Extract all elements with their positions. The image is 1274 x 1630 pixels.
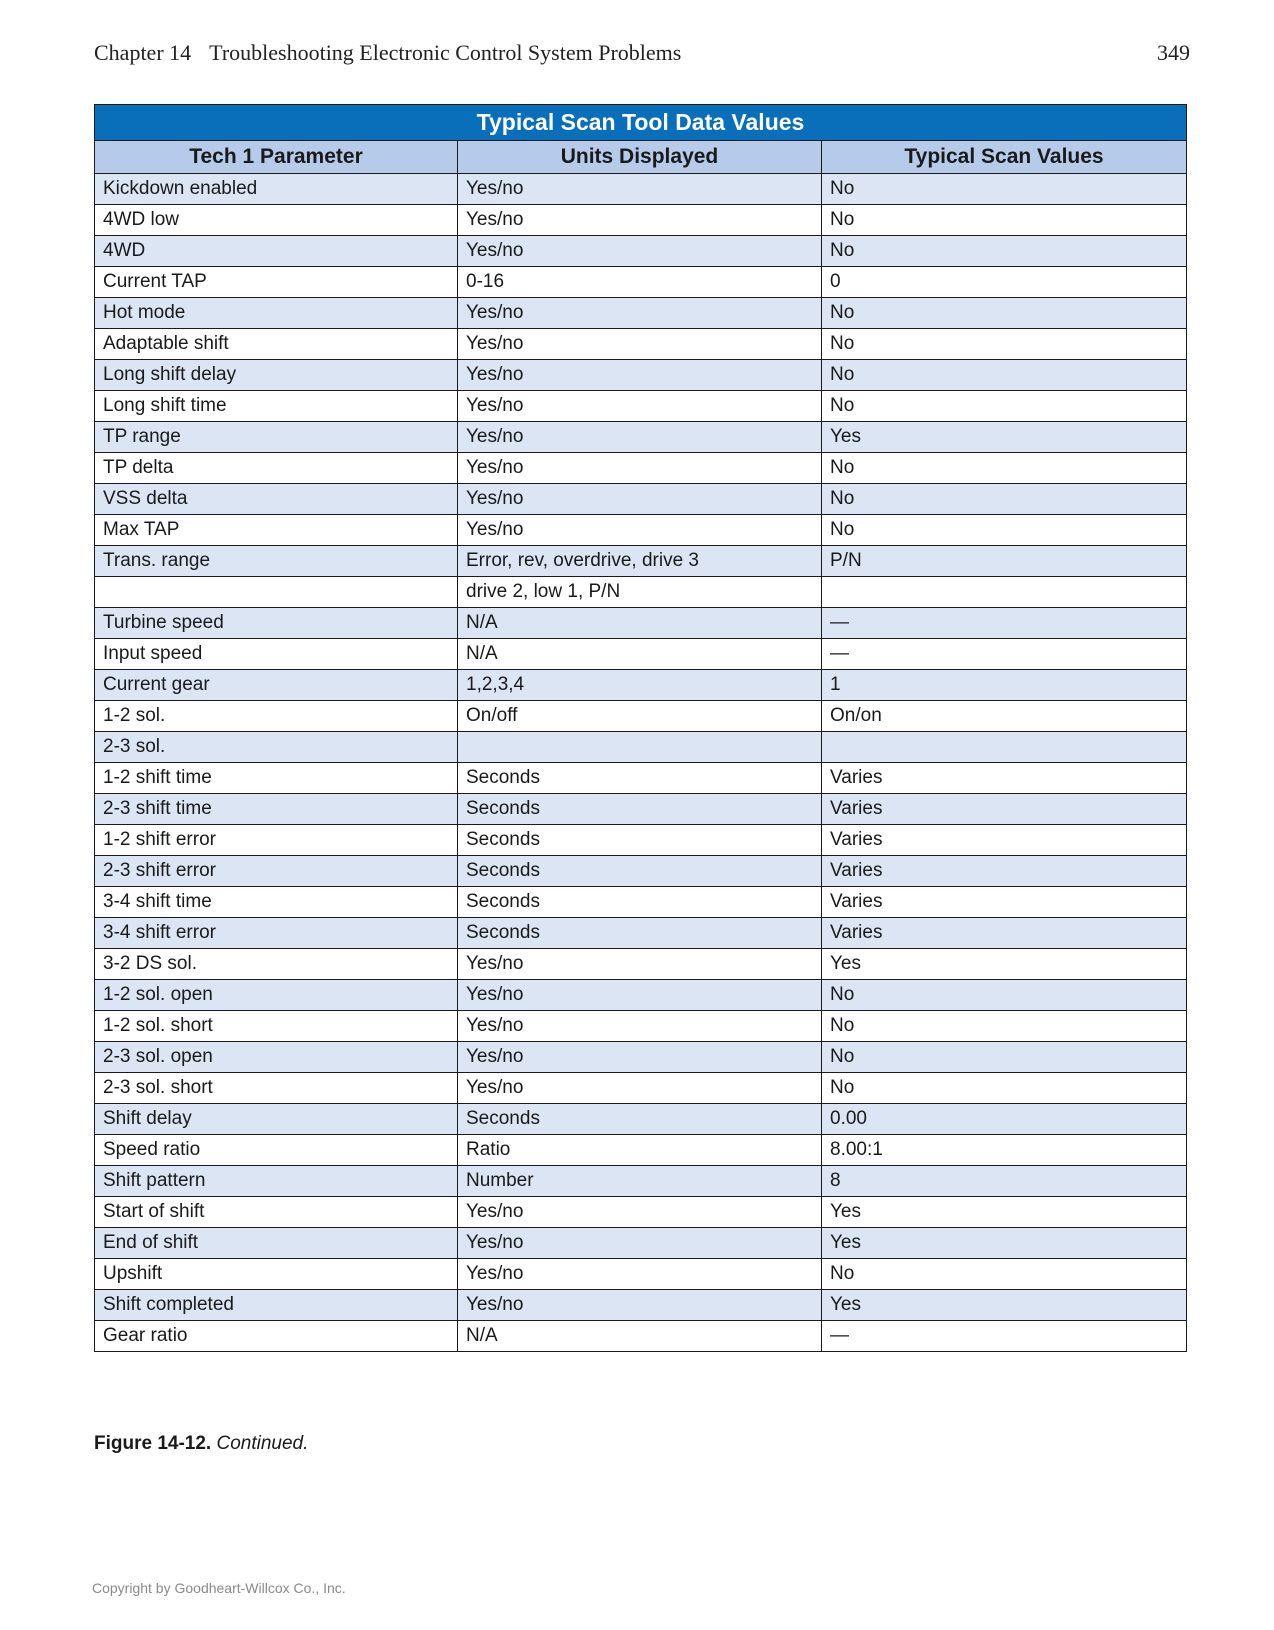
cell-value: Yes bbox=[822, 422, 1187, 453]
table-row bbox=[95, 546, 1187, 577]
cell-units: Yes/no bbox=[458, 1197, 822, 1228]
table-row bbox=[95, 732, 1187, 763]
table-row bbox=[95, 1259, 1187, 1290]
cell-units: N/A bbox=[458, 608, 822, 639]
cell-parameter: VSS delta bbox=[95, 484, 458, 515]
figure-caption bbox=[94, 1433, 308, 1455]
cell-value bbox=[822, 732, 1187, 763]
cell-value: No bbox=[822, 515, 1187, 546]
cell-value: — bbox=[822, 639, 1187, 670]
table-row bbox=[95, 608, 1187, 639]
cell-value: No bbox=[822, 391, 1187, 422]
cell-parameter: 3-2 DS sol. bbox=[95, 949, 458, 980]
cell-parameter: Start of shift bbox=[95, 1197, 458, 1228]
cell-units: Yes/no bbox=[458, 515, 822, 546]
cell-parameter: 1-2 sol. open bbox=[95, 980, 458, 1011]
table-row bbox=[95, 1197, 1187, 1228]
table-row bbox=[95, 1135, 1187, 1166]
table-row bbox=[95, 1321, 1187, 1352]
cell-parameter: 2-3 sol. short bbox=[95, 1073, 458, 1104]
chapter-title: Troubleshooting Electronic Control System Problems bbox=[209, 40, 682, 65]
cell-units: Yes/no bbox=[458, 391, 822, 422]
cell-value: No bbox=[822, 360, 1187, 391]
table-row bbox=[95, 360, 1187, 391]
table-row bbox=[95, 329, 1187, 360]
cell-units: Yes/no bbox=[458, 329, 822, 360]
cell-parameter: Trans. range bbox=[95, 546, 458, 577]
cell-value: Yes bbox=[822, 949, 1187, 980]
cell-value bbox=[822, 577, 1187, 608]
column-header-parameter: Tech 1 Parameter bbox=[95, 141, 458, 174]
cell-units: Yes/no bbox=[458, 949, 822, 980]
cell-value: 8 bbox=[822, 1166, 1187, 1197]
cell-units: Seconds bbox=[458, 887, 822, 918]
cell-value: No bbox=[822, 1259, 1187, 1290]
cell-units: Yes/no bbox=[458, 1073, 822, 1104]
cell-parameter: TP range bbox=[95, 422, 458, 453]
cell-units: Yes/no bbox=[458, 980, 822, 1011]
cell-value: No bbox=[822, 174, 1187, 205]
cell-value: Yes bbox=[822, 1197, 1187, 1228]
table-row bbox=[95, 825, 1187, 856]
table-row bbox=[95, 794, 1187, 825]
column-header-units: Units Displayed bbox=[458, 141, 822, 174]
cell-units: 1,2,3,4 bbox=[458, 670, 822, 701]
cell-parameter: 4WD low bbox=[95, 205, 458, 236]
cell-value: No bbox=[822, 980, 1187, 1011]
cell-parameter: Current TAP bbox=[95, 267, 458, 298]
copyright-notice: Copyright by Goodheart-Willcox Co., Inc. bbox=[92, 1580, 346, 1596]
cell-parameter: Shift delay bbox=[95, 1104, 458, 1135]
cell-value: Varies bbox=[822, 887, 1187, 918]
column-header-values: Typical Scan Values bbox=[822, 141, 1187, 174]
table-body bbox=[95, 174, 1187, 1352]
cell-parameter: 4WD bbox=[95, 236, 458, 267]
cell-units: Ratio bbox=[458, 1135, 822, 1166]
cell-parameter: 3-4 shift error bbox=[95, 918, 458, 949]
table-row bbox=[95, 918, 1187, 949]
cell-parameter: Current gear bbox=[95, 670, 458, 701]
cell-parameter: 2-3 sol. open bbox=[95, 1042, 458, 1073]
cell-units: Seconds bbox=[458, 1104, 822, 1135]
cell-units: On/off bbox=[458, 701, 822, 732]
cell-parameter: Long shift delay bbox=[95, 360, 458, 391]
table-row bbox=[95, 205, 1187, 236]
cell-parameter: Shift pattern bbox=[95, 1166, 458, 1197]
cell-units: Yes/no bbox=[458, 360, 822, 391]
cell-units: Yes/no bbox=[458, 1259, 822, 1290]
cell-parameter: 1-2 shift time bbox=[95, 763, 458, 794]
cell-value: 0.00 bbox=[822, 1104, 1187, 1135]
cell-units: Yes/no bbox=[458, 205, 822, 236]
cell-units: Seconds bbox=[458, 763, 822, 794]
cell-parameter: Turbine speed bbox=[95, 608, 458, 639]
cell-units: Yes/no bbox=[458, 1042, 822, 1073]
cell-value: No bbox=[822, 484, 1187, 515]
cell-units: Yes/no bbox=[458, 484, 822, 515]
scan-data-table-container bbox=[94, 104, 1186, 1352]
table-row bbox=[95, 1166, 1187, 1197]
cell-value: On/on bbox=[822, 701, 1187, 732]
cell-parameter: 2-3 sol. bbox=[95, 732, 458, 763]
cell-parameter: 3-4 shift time bbox=[95, 887, 458, 918]
table-row bbox=[95, 422, 1187, 453]
table-row bbox=[95, 670, 1187, 701]
cell-parameter: Input speed bbox=[95, 639, 458, 670]
cell-value: No bbox=[822, 236, 1187, 267]
table-row bbox=[95, 1042, 1187, 1073]
cell-parameter: Adaptable shift bbox=[95, 329, 458, 360]
table-row bbox=[95, 174, 1187, 205]
cell-parameter: End of shift bbox=[95, 1228, 458, 1259]
cell-units: Yes/no bbox=[458, 298, 822, 329]
cell-units: Yes/no bbox=[458, 1228, 822, 1259]
table-row bbox=[95, 1104, 1187, 1135]
scan-data-table bbox=[94, 104, 1187, 1352]
running-head bbox=[94, 40, 1190, 66]
cell-parameter: Kickdown enabled bbox=[95, 174, 458, 205]
cell-units: Yes/no bbox=[458, 1290, 822, 1321]
cell-units: Yes/no bbox=[458, 422, 822, 453]
chapter-label: Chapter 14 bbox=[94, 40, 192, 65]
cell-value: Yes bbox=[822, 1290, 1187, 1321]
table-row bbox=[95, 391, 1187, 422]
cell-parameter: Gear ratio bbox=[95, 1321, 458, 1352]
cell-value: Yes bbox=[822, 1228, 1187, 1259]
table-row bbox=[95, 515, 1187, 546]
table-row bbox=[95, 267, 1187, 298]
cell-parameter: 1-2 shift error bbox=[95, 825, 458, 856]
cell-units: Seconds bbox=[458, 825, 822, 856]
figure-text: Continued. bbox=[216, 1433, 309, 1454]
cell-value: No bbox=[822, 329, 1187, 360]
table-row bbox=[95, 763, 1187, 794]
cell-units: N/A bbox=[458, 1321, 822, 1352]
cell-units: Error, rev, overdrive, drive 3 bbox=[458, 546, 822, 577]
cell-units: Number bbox=[458, 1166, 822, 1197]
cell-value: No bbox=[822, 298, 1187, 329]
cell-value: No bbox=[822, 1042, 1187, 1073]
cell-value: Varies bbox=[822, 763, 1187, 794]
cell-units: 0-16 bbox=[458, 267, 822, 298]
table-row bbox=[95, 1290, 1187, 1321]
cell-value: P/N bbox=[822, 546, 1187, 577]
cell-value: No bbox=[822, 453, 1187, 484]
cell-parameter: 2-3 shift time bbox=[95, 794, 458, 825]
cell-parameter bbox=[95, 577, 458, 608]
cell-units: N/A bbox=[458, 639, 822, 670]
cell-units: Yes/no bbox=[458, 174, 822, 205]
cell-parameter: Hot mode bbox=[95, 298, 458, 329]
cell-units: drive 2, low 1, P/N bbox=[458, 577, 822, 608]
cell-value: 1 bbox=[822, 670, 1187, 701]
cell-value: No bbox=[822, 1011, 1187, 1042]
cell-parameter: 1-2 sol. short bbox=[95, 1011, 458, 1042]
cell-parameter: Speed ratio bbox=[95, 1135, 458, 1166]
table-row bbox=[95, 236, 1187, 267]
cell-value: 0 bbox=[822, 267, 1187, 298]
table-row bbox=[95, 980, 1187, 1011]
cell-units: Seconds bbox=[458, 794, 822, 825]
table-row bbox=[95, 887, 1187, 918]
table-row bbox=[95, 949, 1187, 980]
table-row bbox=[95, 1011, 1187, 1042]
cell-parameter: Shift completed bbox=[95, 1290, 458, 1321]
cell-units: Yes/no bbox=[458, 1011, 822, 1042]
table-row bbox=[95, 1228, 1187, 1259]
cell-value: Varies bbox=[822, 794, 1187, 825]
cell-units: Yes/no bbox=[458, 453, 822, 484]
table-row bbox=[95, 1073, 1187, 1104]
table-row bbox=[95, 856, 1187, 887]
cell-parameter: Max TAP bbox=[95, 515, 458, 546]
cell-value: 8.00:1 bbox=[822, 1135, 1187, 1166]
cell-parameter: Upshift bbox=[95, 1259, 458, 1290]
table-title: Typical Scan Tool Data Values bbox=[95, 105, 1187, 141]
page-number: 349 bbox=[1157, 40, 1190, 65]
cell-value: Varies bbox=[822, 856, 1187, 887]
cell-parameter: 1-2 sol. bbox=[95, 701, 458, 732]
cell-value: — bbox=[822, 1321, 1187, 1352]
cell-value: No bbox=[822, 205, 1187, 236]
table-row bbox=[95, 453, 1187, 484]
figure-label: Figure 14-12. bbox=[94, 1433, 212, 1454]
table-row bbox=[95, 639, 1187, 670]
cell-value: Varies bbox=[822, 918, 1187, 949]
table-row bbox=[95, 577, 1187, 608]
cell-value: — bbox=[822, 608, 1187, 639]
cell-units: Seconds bbox=[458, 856, 822, 887]
table-row bbox=[95, 701, 1187, 732]
cell-parameter: 2-3 shift error bbox=[95, 856, 458, 887]
cell-value: Varies bbox=[822, 825, 1187, 856]
cell-value: No bbox=[822, 1073, 1187, 1104]
table-row bbox=[95, 484, 1187, 515]
cell-units: Yes/no bbox=[458, 236, 822, 267]
cell-units bbox=[458, 732, 822, 763]
cell-parameter: TP delta bbox=[95, 453, 458, 484]
cell-units: Seconds bbox=[458, 918, 822, 949]
table-row bbox=[95, 298, 1187, 329]
cell-parameter: Long shift time bbox=[95, 391, 458, 422]
